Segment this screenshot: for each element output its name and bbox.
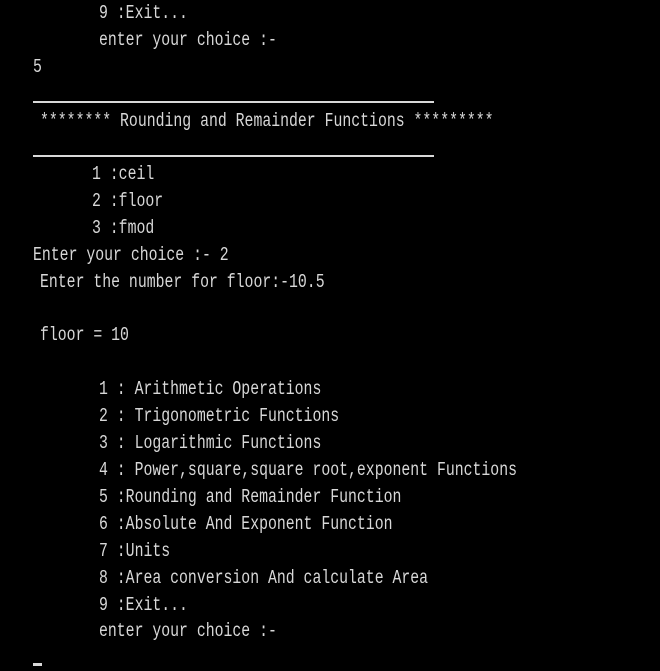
top-input-line: 5 (33, 56, 42, 78)
section-title: ******** Rounding and Remainder Functions ********* (40, 110, 494, 132)
sub-menu-item: 3 :fmod (92, 217, 155, 239)
main-menu-item: 5 :Rounding and Remainder Function (99, 486, 402, 508)
text-cursor[interactable] (33, 663, 42, 666)
main-menu-item: 9 :Exit... (99, 594, 188, 616)
main-menu-item: 4 : Power,square,square root,exponent Functions (99, 459, 517, 481)
main-menu-item: 1 : Arithmetic Operations (99, 378, 322, 400)
top-menu-exit-line: 9 :Exit... (99, 2, 188, 24)
main-choice-prompt: enter your choice :- (99, 620, 277, 642)
main-menu-item: 3 : Logarithmic Functions (99, 432, 322, 454)
number-prompt: Enter the number for floor:-10.5 (40, 271, 325, 293)
sub-menu-item: 2 :floor (92, 190, 164, 212)
main-menu-item: 6 :Absolute And Exponent Function (99, 513, 393, 535)
main-menu-item: 7 :Units (99, 540, 171, 562)
result-line: floor = 10 (40, 324, 129, 346)
sub-menu-item: 1 :ceil (92, 163, 155, 185)
top-prompt-line: enter your choice :- (99, 29, 277, 51)
sub-choice-prompt: Enter your choice :- 2 (33, 244, 229, 266)
main-menu-item: 2 : Trigonometric Functions (99, 405, 340, 427)
main-menu-item: 8 :Area conversion And calculate Area (99, 567, 429, 589)
section-top-rule (33, 101, 434, 103)
section-bottom-rule (33, 155, 434, 157)
